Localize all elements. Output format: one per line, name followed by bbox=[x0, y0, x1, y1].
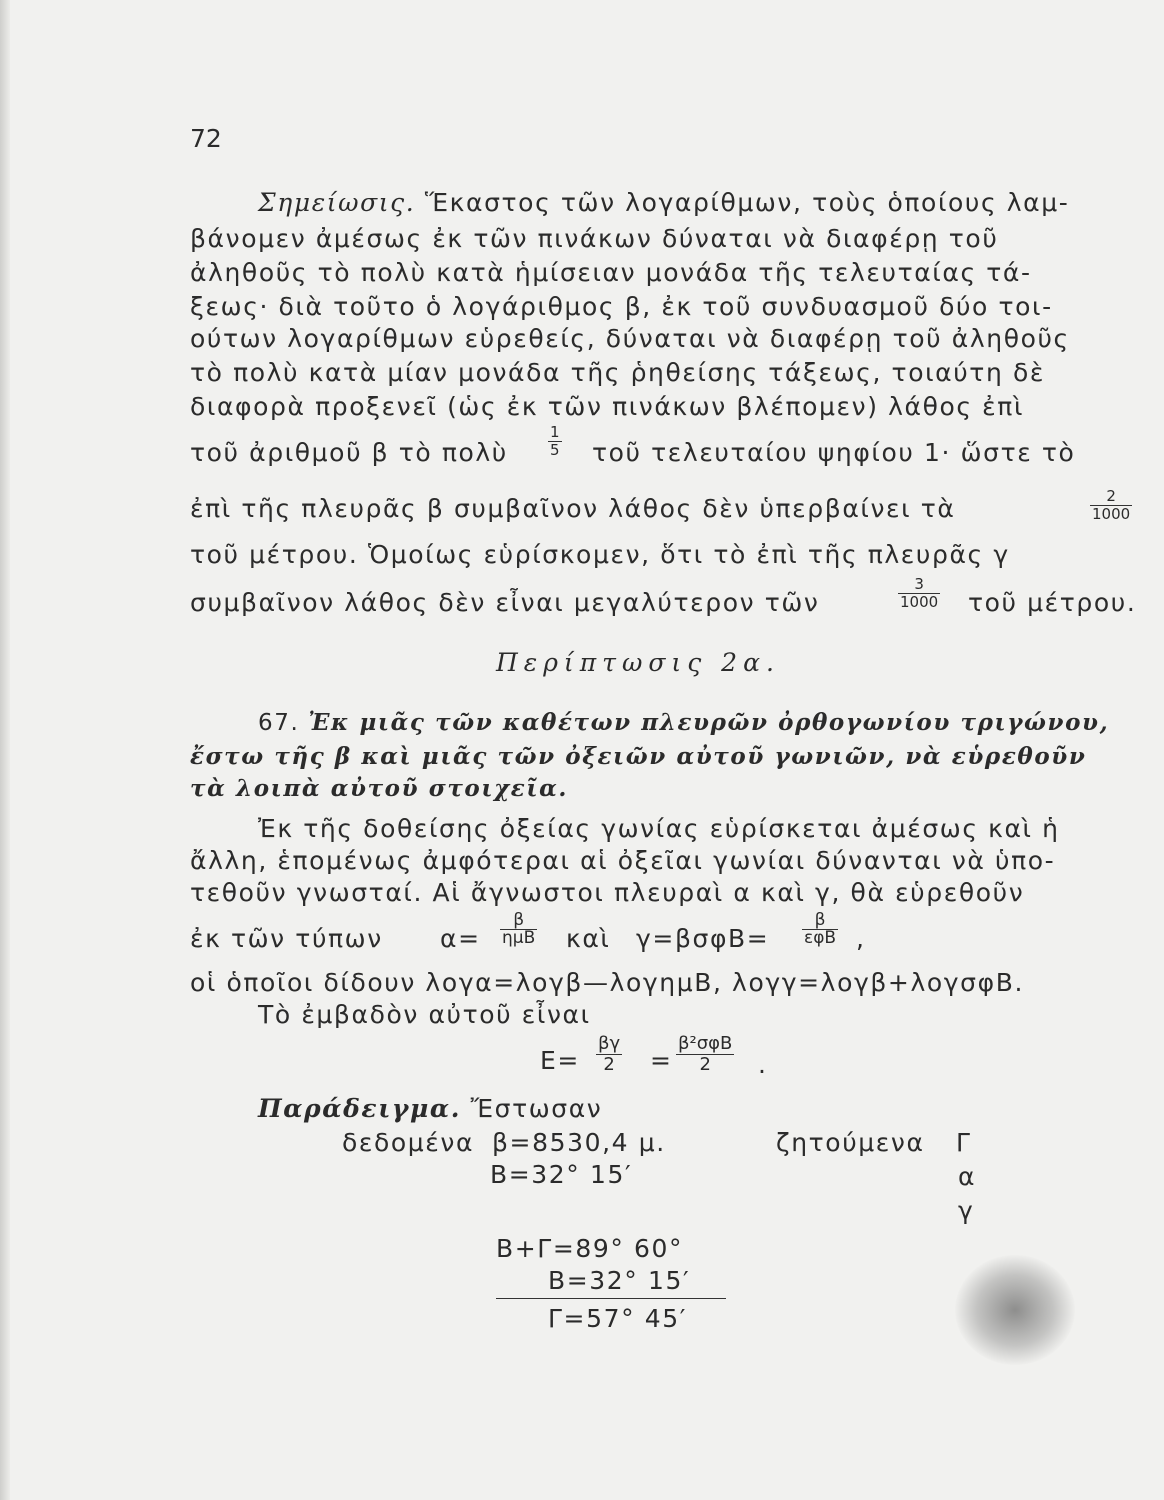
problem-line-1 bbox=[258, 708, 1109, 738]
body-line-3: τεθοῦν γνωσταί. Αἱ ἄγνωστοι πλευραὶ α καὶ γ, θὰ εὑρεθοῦν bbox=[190, 878, 1025, 907]
sought-gamma: γ bbox=[958, 1196, 975, 1225]
fraction-denominator: εφB bbox=[804, 928, 837, 948]
sought-label: ζητούμενα bbox=[776, 1128, 925, 1157]
fraction-numerator: 3 bbox=[914, 575, 924, 593]
calc-rule bbox=[496, 1298, 726, 1299]
example-heading bbox=[258, 1094, 602, 1124]
formula-and: καὶ bbox=[566, 924, 611, 953]
formula-alpha-fraction bbox=[500, 912, 537, 947]
given-beta: β=8530,4 μ. bbox=[492, 1128, 666, 1157]
formula-gamma-lhs: γ=βσφB= bbox=[636, 924, 770, 953]
formula-comma: , bbox=[856, 924, 866, 953]
note-line-1-text: Ἕκαστος τῶν λογαρίθμων, τοὺς ὁποίους λαμ- bbox=[424, 188, 1070, 217]
fraction-denominator: ημB bbox=[502, 928, 536, 948]
fraction-denominator: 2 bbox=[603, 1054, 615, 1075]
area-lhs: E= bbox=[540, 1046, 580, 1075]
note-line-6: τὸ πολὺ κατὰ μίαν μονάδα τῆς ῥηθείσης τάξεως, τοιαύτη δὲ bbox=[190, 358, 1045, 387]
ink-smudge bbox=[955, 1255, 1075, 1365]
sought-alpha: α bbox=[958, 1162, 977, 1191]
fraction-denominator: 1000 bbox=[900, 593, 939, 611]
note-line-8a: τοῦ ἀριθμοῦ β τὸ πολὺ bbox=[190, 438, 508, 467]
fraction-one-fifth bbox=[548, 424, 562, 459]
page-number: 72 bbox=[190, 124, 222, 153]
example-label: Παράδειγμα. bbox=[258, 1094, 462, 1123]
example-intro: Ἔστωσαν bbox=[470, 1094, 603, 1123]
note-line-9: ἐπὶ τῆς πλευρᾶς β συμβαῖνον λάθος δὲν ὑπερβαίνει τὰ bbox=[190, 494, 956, 523]
fraction-numerator: β bbox=[814, 910, 826, 930]
note-line-3: ἀληθοῦς τὸ πολὺ κατὰ ἡμίσειαν μονάδα τῆς τελευταίας τά- bbox=[190, 258, 1032, 287]
area-period: . bbox=[758, 1050, 768, 1079]
problem-line-3: τὰ λοιπὰ αὐτοῦ στοιχεῖα. bbox=[190, 775, 569, 802]
fraction-numerator: βγ bbox=[598, 1033, 621, 1054]
sought-gamma-angle: Γ bbox=[956, 1128, 972, 1157]
formula-alpha-lhs: α= bbox=[440, 924, 481, 953]
problem-line-1-text: Ἐκ μιᾶς τῶν καθέτων πλευρῶν ὀρθογωνίου τριγώνου, bbox=[308, 709, 1110, 736]
problem-number: 67. bbox=[258, 710, 300, 736]
note-line-4: ξεως· διὰ τοῦτο ὁ λογάριθμος β, ἐκ τοῦ συνδυασμοῦ δύο τοι- bbox=[190, 292, 1053, 321]
body-line-2: ἄλλη, ἑπομένως ἀμφότεραι αἱ ὀξεῖαι γωνίαι δύνανται νὰ ὑπο- bbox=[190, 846, 1056, 875]
note-line-7: διαφορὰ προξενεῖ (ὡς ἐκ τῶν πινάκων βλέπομεν) λάθος ἐπὶ bbox=[190, 392, 1025, 421]
note-line-11a: συμβαῖνον λάθος δὲν εἶναι μεγαλύτερον τῶν bbox=[190, 588, 820, 617]
fraction-numerator: 1 bbox=[550, 423, 560, 441]
problem-line-2: ἔστω τῆς β καὶ μιᾶς τῶν ὀξειῶν αὐτοῦ γωνιῶν, νὰ εὑρεθοῦν bbox=[190, 743, 1087, 770]
fraction-three-thousandths bbox=[898, 576, 940, 611]
calc-line-1: B+Γ=89° 60° bbox=[496, 1234, 684, 1263]
fraction-denominator: 5 bbox=[550, 441, 560, 459]
body-line-6: Τὸ ἐμβαδὸν αὐτοῦ εἶναι bbox=[258, 1000, 591, 1029]
area-equals: = bbox=[650, 1046, 673, 1075]
calc-line-2: B=32° 15′ bbox=[548, 1266, 691, 1295]
fraction-numerator: β²σφB bbox=[678, 1033, 733, 1054]
body-line-5: οἱ ὁποῖοι δίδουν λογα=λογβ—λογημB, λογγ=λογβ+λογσφB. bbox=[190, 968, 1024, 997]
given-label: δεδομένα bbox=[342, 1128, 475, 1157]
note-line-11b: τοῦ μέτρου. bbox=[968, 588, 1137, 617]
formula-gamma-fraction bbox=[802, 912, 838, 947]
area-fraction-2 bbox=[676, 1034, 734, 1075]
note-line-8b: τοῦ τελευταίου ψηφίου 1· ὥστε τὸ bbox=[592, 438, 1076, 467]
section-title: Περίπτωσις 2α. bbox=[496, 648, 780, 677]
fraction-two-thousandths bbox=[1090, 488, 1132, 523]
body-line-4-lead: ἐκ τῶν τύπων bbox=[190, 924, 383, 953]
given-angle-b: B=32° 15′ bbox=[490, 1160, 633, 1189]
fraction-denominator: 2 bbox=[699, 1054, 711, 1075]
note-line-2: βάνομεν ἀμέσως ἐκ τῶν πινάκων δύναται νὰ διαφέρῃ τοῦ bbox=[190, 224, 999, 253]
area-fraction-1 bbox=[596, 1034, 622, 1075]
fraction-numerator: β bbox=[513, 910, 525, 930]
fraction-denominator: 1000 bbox=[1092, 505, 1131, 523]
note-line-1 bbox=[258, 188, 1069, 218]
fraction-numerator: 2 bbox=[1106, 487, 1116, 505]
calc-line-3: Γ=57° 45′ bbox=[548, 1304, 688, 1333]
note-label: Σημείωσις. bbox=[258, 188, 416, 217]
page-edge bbox=[0, 0, 10, 1500]
body-line-1: Ἐκ τῆς δοθείσης ὀξείας γωνίας εὑρίσκεται ἀμέσως καὶ ἡ bbox=[258, 814, 1060, 843]
note-line-10: τοῦ μέτρου. Ὁμοίως εὑρίσκομεν, ὅτι τὸ ἐπὶ τῆς πλευρᾶς γ bbox=[190, 540, 1010, 569]
note-line-5: ούτων λογαρίθμων εὑρεθείς, δύναται νὰ διαφέρῃ τοῦ ἀληθοῦς bbox=[190, 324, 1070, 353]
